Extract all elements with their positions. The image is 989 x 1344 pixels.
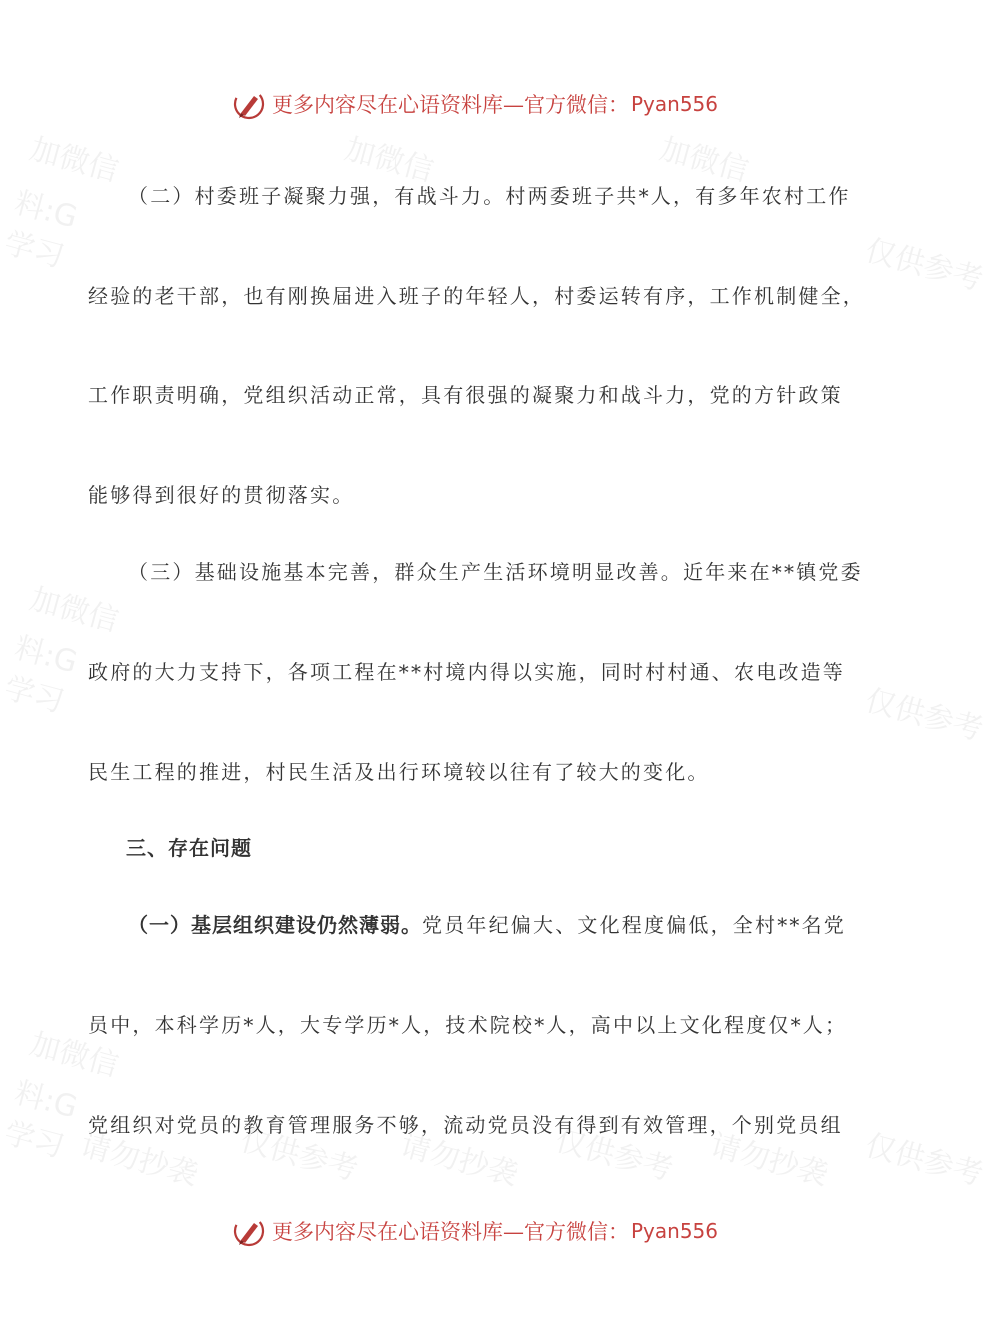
watermark-text: 请勿抄袭 xyxy=(396,1127,522,1193)
paragraph-line: 经验的老干部，也有刚换届进入班子的年轻人，村委运转有序，工作机制健全， xyxy=(88,284,865,308)
watermark-text: 仅供参考 xyxy=(236,1122,362,1188)
paragraph-line: 党组织对党员的教育管理服务不够，流动党员没有得到有效管理，个别党员组 xyxy=(88,1113,843,1137)
watermark-text: 加微信 xyxy=(341,131,438,189)
watermark-text: 仅供参考 xyxy=(551,1122,677,1188)
watermark-text: 加微信 xyxy=(656,131,753,189)
paragraph-line: （二）村委班子凝聚力强，有战斗力。村两委班子共*人，有多年农村工作 xyxy=(128,184,851,208)
watermark-text: 仅供参考 xyxy=(861,682,987,748)
banner-wechat-id: Pyan556 xyxy=(630,1219,718,1243)
pen-logo-icon xyxy=(232,1214,266,1248)
banner-text: 更多内容尽在心语资料库—官方微信： xyxy=(271,1220,629,1244)
paragraph-line: （三）基础设施基本完善，群众生产生活环境明显改善。近年来在**镇党委 xyxy=(128,560,863,584)
watermark-text: 料:G xyxy=(10,630,81,681)
watermark-text: 学习 xyxy=(0,670,68,721)
paragraph-line: 政府的大力支持下，各项工程在**村境内得以实施，同时村村通、农电改造等 xyxy=(88,660,845,684)
watermark-text: 加微信 xyxy=(26,1026,123,1084)
pen-logo-icon xyxy=(232,87,266,121)
header-banner xyxy=(0,84,950,124)
paragraph-line: 民生工程的推进，村民生活及出行环境较以往有了较大的变化。 xyxy=(88,760,710,784)
section-heading: 三、存在问题 xyxy=(126,836,252,860)
watermark-text: 料:G xyxy=(10,1075,81,1126)
watermark-text: 料:G xyxy=(10,185,81,236)
paragraph-line xyxy=(88,909,918,938)
problem-lead: （一）基层组织建设仍然薄弱。 xyxy=(128,913,422,937)
watermark-text: 学习 xyxy=(0,1115,68,1166)
banner-text: 更多内容尽在心语资料库—官方微信： xyxy=(271,93,629,117)
banner-wechat-id: Pyan556 xyxy=(630,92,718,116)
watermark-text: 请勿抄袭 xyxy=(706,1127,832,1193)
problem-text: 党员年纪偏大、文化程度偏低，全村**名党 xyxy=(422,913,846,937)
watermark-text: 仅供参考 xyxy=(861,1127,987,1193)
paragraph-line: 工作职责明确，党组织活动正常，具有很强的凝聚力和战斗力，党的方针政策 xyxy=(88,383,843,407)
watermark-text: 加微信 xyxy=(26,581,123,639)
paragraph-line: 员中，本科学历*人，大专学历*人，技术院校*人，高中以上文化程度仅*人； xyxy=(88,1013,848,1037)
paragraph-line: 能够得到很好的贯彻落实。 xyxy=(88,483,355,507)
footer-banner xyxy=(0,1211,950,1251)
watermark-text: 仅供参考 xyxy=(861,232,987,298)
watermark-text: 请勿抄袭 xyxy=(76,1127,202,1193)
watermark-text: 学习 xyxy=(0,225,68,276)
watermark-text: 加微信 xyxy=(26,131,123,189)
